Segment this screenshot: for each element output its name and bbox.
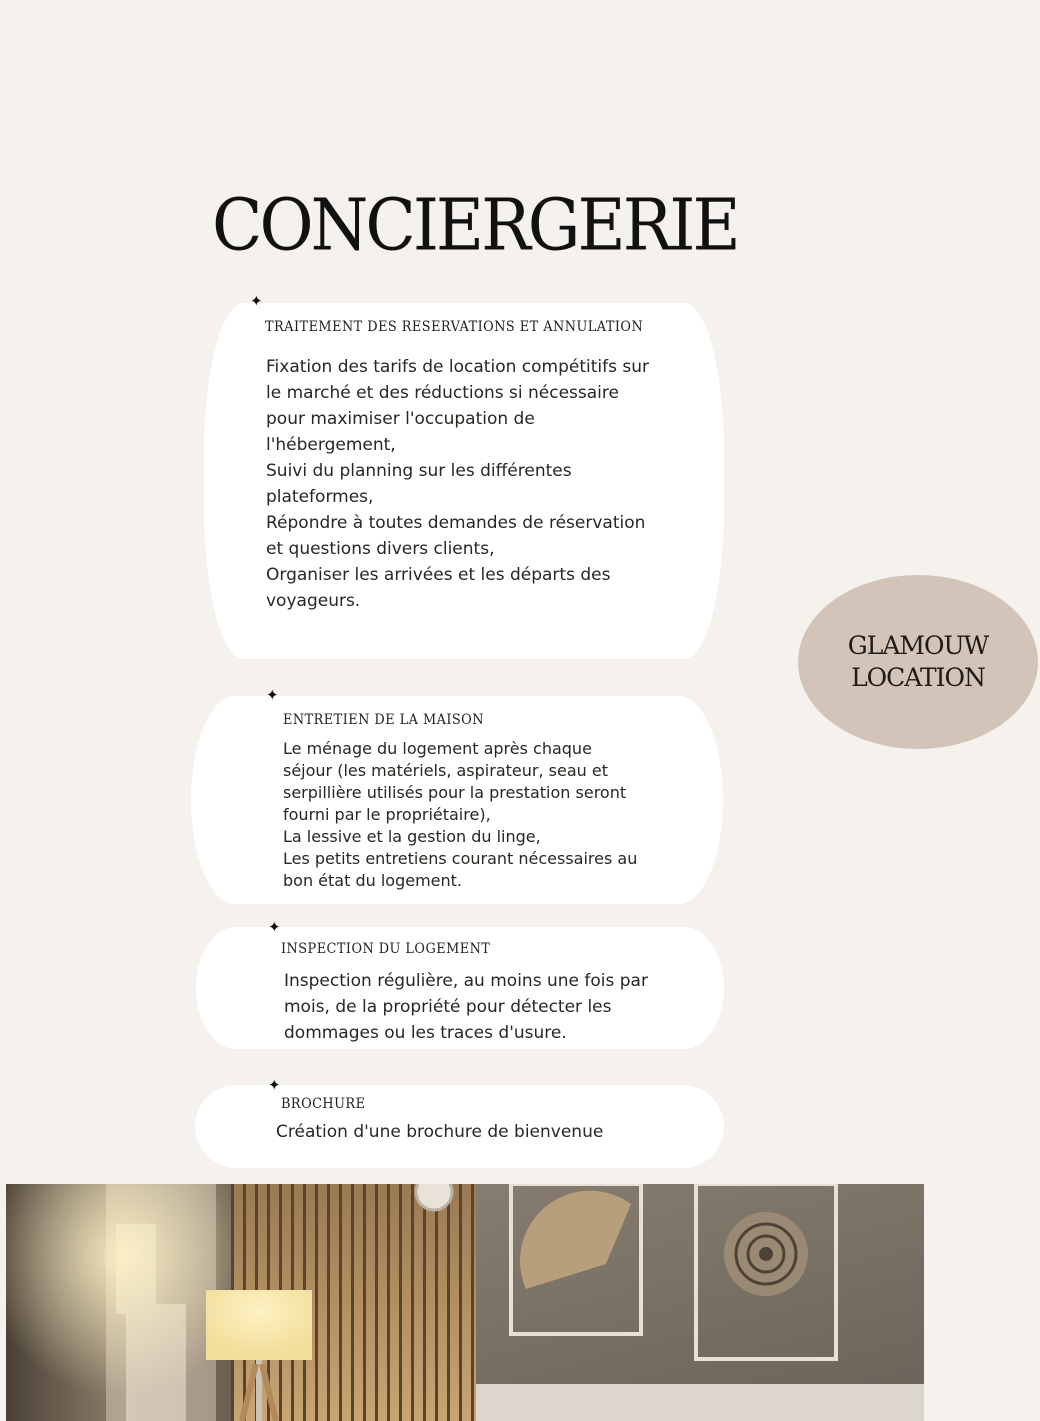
body-line: pour maximiser l'occupation de bbox=[266, 409, 535, 429]
sparkle-icon: ✦ bbox=[266, 686, 279, 704]
brand-line-2: LOCATION bbox=[851, 663, 985, 692]
interior-photo-illustration bbox=[6, 1184, 924, 1421]
body-line: fourni par le propriétaire), bbox=[283, 805, 491, 824]
body-line: bon état du logement. bbox=[283, 871, 462, 890]
section-title-entretien: ENTRETIEN DE LA MAISON bbox=[283, 712, 484, 728]
body-line: Inspection régulière, au moins une fois par bbox=[284, 971, 648, 991]
section-body-reservations bbox=[266, 354, 649, 614]
body-line: Organiser les arrivées et les départs des bbox=[266, 565, 611, 585]
section-body-inspection bbox=[284, 968, 648, 1046]
section-title-inspection: INSPECTION DU LOGEMENT bbox=[281, 941, 491, 957]
body-line: mois, de la propriété pour détecter les bbox=[284, 997, 612, 1017]
body-line: le marché et des réductions si nécessaire bbox=[266, 383, 619, 403]
body-line: l'hébergement, bbox=[266, 435, 396, 455]
body-line: Création d'une brochure de bienvenue bbox=[276, 1122, 604, 1142]
body-line: serpillière utilisés pour la prestation seront bbox=[283, 783, 627, 802]
interior-living-room-photo bbox=[6, 1184, 924, 1421]
body-line: Le ménage du logement après chaque bbox=[283, 739, 592, 758]
brand-name bbox=[848, 630, 989, 694]
brand-line-1: GLAMOUW bbox=[847, 631, 989, 660]
page-title: CONCIERGERIE bbox=[212, 183, 738, 267]
body-line: plateformes, bbox=[266, 487, 374, 507]
section-body-entretien bbox=[283, 738, 637, 892]
brand-badge bbox=[798, 575, 1038, 749]
body-line: Répondre à toutes demandes de réservation bbox=[266, 513, 646, 533]
section-title-reservations: TRAITEMENT DES RESERVATIONS ET ANNULATION bbox=[265, 319, 644, 335]
body-line: voyageurs. bbox=[266, 591, 361, 611]
body-line: La lessive et la gestion du linge, bbox=[283, 827, 541, 846]
body-line: et questions divers clients, bbox=[266, 539, 495, 559]
sparkle-icon: ✦ bbox=[268, 1076, 281, 1094]
body-line: Les petits entretiens courant nécessaires au bbox=[283, 849, 638, 868]
body-line: Fixation des tarifs de location compétitifs sur bbox=[266, 357, 649, 377]
section-body-brochure bbox=[276, 1120, 603, 1144]
body-line: dommages ou les traces d'usure. bbox=[284, 1023, 567, 1043]
section-title-brochure: BROCHURE bbox=[281, 1096, 366, 1112]
body-line: séjour (les matériels, aspirateur, seau et bbox=[283, 761, 608, 780]
sparkle-icon: ✦ bbox=[268, 918, 281, 936]
body-line: Suivi du planning sur les différentes bbox=[266, 461, 572, 481]
sparkle-icon: ✦ bbox=[250, 292, 263, 310]
